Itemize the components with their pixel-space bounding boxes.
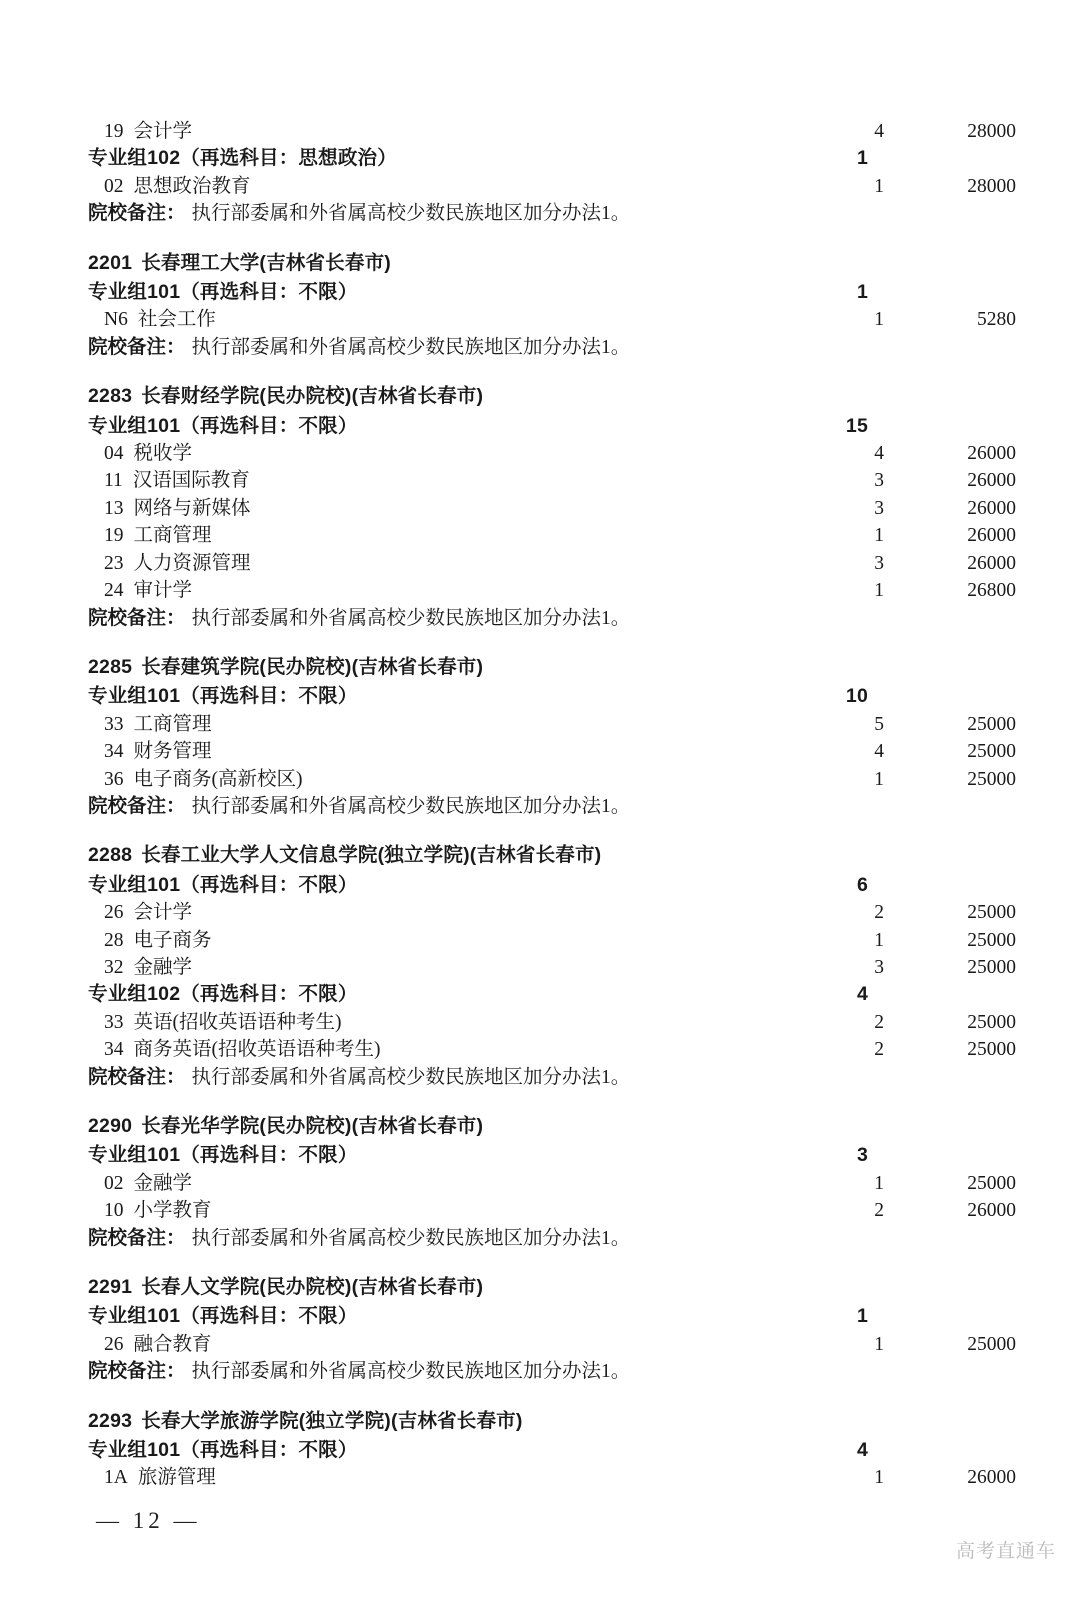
plan-count: 4 [856,983,868,1006]
major-label [104,927,816,954]
major-row [88,306,1016,333]
major-code: 28 [104,929,124,951]
major-name: 英语(招收英语语种考生) [133,1011,342,1033]
major-label [104,467,816,494]
major-row [88,1009,1016,1036]
tuition-fee: 26000 [967,1200,1016,1222]
major-label [104,899,816,926]
major-group-row [88,1142,1000,1169]
major-label [104,577,816,604]
major-name: 小学教育 [133,1200,212,1222]
tuition-fee: 25000 [967,768,1016,790]
remark-key: 院校备注： [88,794,186,817]
major-row [88,927,1016,954]
plan-count: 3 [874,497,884,519]
major-code: 33 [104,713,124,735]
plan-count: 2 [874,1011,884,1033]
major-group-label: 专业组101（再选科目：不限） [88,281,358,304]
major-code: 13 [104,497,124,519]
school-code: 2288 [88,844,133,867]
plan-count: 1 [874,768,884,790]
school-remark-row [88,793,1000,820]
major-group-label: 专业组101（再选科目：不限） [88,1305,358,1328]
major-name: 商务英语(招收英语语种考生) [133,1039,381,1061]
major-group-row [88,279,1000,306]
school-name: 长春财经学院(民办院校)(吉林省长春市) [141,385,484,408]
tuition-fee: 25000 [967,1039,1016,1061]
major-label [104,306,816,333]
major-code: 04 [104,443,124,465]
school-name: 长春工业大学人文信息学院(独立学院)(吉林省长春市) [141,844,602,867]
major-row [88,711,1016,738]
major-label [104,1464,816,1491]
major-name: 电子商务 [133,929,212,951]
major-label [104,1170,816,1197]
tuition-fee: 25000 [967,1172,1016,1194]
major-group-label: 专业组101（再选科目：不限） [88,685,358,708]
remark-key: 院校备注： [88,1360,186,1383]
school-remark-row [88,605,1000,632]
school-header [88,1274,1000,1301]
plan-count: 4 [874,443,884,465]
plan-count: 4 [874,741,884,763]
school-header [88,842,1000,869]
major-row [88,173,1016,200]
plan-count: 1 [856,147,868,170]
school-block [88,1274,1016,1386]
plan-count: 15 [845,414,868,437]
major-row [88,1197,1016,1224]
enrollment-plan-list [88,118,1016,1492]
school-header [88,250,1000,277]
school-block [88,842,1016,1091]
major-row [88,1036,1016,1063]
tuition-fee: 26000 [967,1467,1016,1489]
plan-count: 1 [874,929,884,951]
school-block [88,654,1016,820]
remark-value: 执行部委属和外省属高校少数民族地区加分办法1。 [191,1227,631,1249]
school-code: 2293 [88,1409,133,1432]
tuition-fee: 25000 [967,929,1016,951]
remark-key: 院校备注： [88,335,186,358]
major-name: 会计学 [133,121,193,142]
plan-count: 5 [874,713,884,735]
tuition-fee: 26000 [967,552,1016,574]
school-name: 长春人文学院(民办院校)(吉林省长春市) [141,1276,484,1299]
major-group-label: 专业组101（再选科目：不限） [88,1144,358,1167]
school-code: 2283 [88,385,133,408]
tuition-fee: 26000 [967,497,1016,519]
tuition-fee: 26000 [967,525,1016,547]
tuition-fee: 25000 [967,1333,1016,1355]
page-number: — 12 — [96,1508,201,1533]
major-group-label: 专业组102（再选科目：不限） [88,983,358,1006]
major-code: 10 [104,1200,124,1222]
school-remark-row [88,1225,1000,1252]
plan-count: 1 [874,1467,884,1489]
plan-count: 4 [874,121,884,142]
major-row [88,550,1016,577]
plan-count: 1 [874,309,884,331]
tuition-fee: 26000 [967,443,1016,465]
school-name: 长春建筑学院(民办院校)(吉林省长春市) [141,655,484,678]
remark-key: 院校备注： [88,606,186,629]
tuition-fee: 5280 [977,309,1016,331]
major-code: 36 [104,768,124,790]
school-code: 2285 [88,655,133,678]
remark-value: 执行部委属和外省属高校少数民族地区加分办法1。 [191,203,631,225]
school-header [88,1408,1000,1435]
plan-count: 2 [874,902,884,924]
major-name: 工商管理 [133,713,212,735]
school-code: 2201 [88,251,133,274]
plan-count: 1 [874,1333,884,1355]
plan-count: 3 [874,552,884,574]
major-row [88,738,1016,765]
major-label [104,738,816,765]
major-label [104,440,816,467]
major-label [104,1197,816,1224]
major-code: 02 [104,175,124,197]
major-label [104,1331,816,1358]
major-code: 34 [104,1039,124,1061]
school-header [88,383,1000,410]
remark-value: 执行部委属和外省属高校少数民族地区加分办法1。 [191,795,631,817]
plan-count: 1 [856,1305,868,1328]
major-group-row [88,1303,1000,1330]
plan-count: 2 [874,1039,884,1061]
major-row [88,899,1016,926]
plan-count: 6 [856,873,868,896]
major-label [104,766,816,793]
school-code: 2291 [88,1276,133,1299]
tuition-fee: 26000 [967,470,1016,492]
major-code: 19 [104,525,124,547]
major-name: 融合教育 [133,1333,212,1355]
major-group-label: 专业组101（再选科目：不限） [88,873,358,896]
remark-value: 执行部委属和外省属高校少数民族地区加分办法1。 [191,336,631,358]
major-group-label: 专业组101（再选科目：不限） [88,414,358,437]
plan-count: 3 [874,470,884,492]
major-name: 金融学 [133,956,193,978]
major-row [88,954,1016,981]
plan-count: 1 [874,175,884,197]
major-label [104,954,816,981]
major-name: 审计学 [133,580,193,602]
major-row [88,440,1016,467]
remark-key: 院校备注： [88,202,186,225]
school-name: 长春大学旅游学院(独立学院)(吉林省长春市) [141,1409,523,1432]
major-group-row [88,872,1000,899]
remark-value: 执行部委属和外省属高校少数民族地区加分办法1。 [191,607,631,629]
tuition-fee: 28000 [967,175,1016,197]
major-group-row [88,981,1000,1008]
remark-key: 院校备注： [88,1065,186,1088]
major-row [88,577,1016,604]
major-code: 11 [104,470,123,492]
major-label [104,711,816,738]
major-name: 社会工作 [137,309,216,331]
major-code: 1A [104,1467,128,1489]
tuition-fee: 26800 [967,580,1016,602]
major-name: 税收学 [133,443,193,465]
major-code: 02 [104,1172,124,1194]
plan-count: 10 [845,685,868,708]
plan-count: 3 [874,956,884,978]
major-name: 网络与新媒体 [133,497,251,519]
school-block [88,1408,1016,1492]
major-code: 33 [104,1011,124,1033]
major-label [104,522,816,549]
major-row [88,1170,1016,1197]
tuition-fee: 25000 [967,902,1016,924]
major-code: 24 [104,580,124,602]
plan-count: 4 [856,1439,868,1462]
remark-value: 执行部委属和外省属高校少数民族地区加分办法1。 [191,1066,631,1088]
major-group-row [88,1437,1000,1464]
major-group-row [88,413,1000,440]
major-code: N6 [104,309,128,331]
major-name: 财务管理 [133,741,212,763]
major-name: 人力资源管理 [133,552,251,574]
major-code: 34 [104,741,124,763]
plan-count: 3 [856,1144,868,1167]
major-label [104,118,816,145]
school-remark-row [88,334,1000,361]
major-name: 会计学 [133,902,193,924]
major-name: 工商管理 [133,525,212,547]
major-label [104,173,816,200]
school-remark-row [88,200,1000,227]
tuition-fee: 28000 [967,121,1016,142]
major-row [88,1464,1016,1491]
major-code: 23 [104,552,124,574]
major-row [88,118,1016,145]
major-row [88,522,1016,549]
major-group-row [88,145,1000,172]
major-name: 旅游管理 [137,1467,216,1489]
major-name: 电子商务(高新校区) [133,768,303,790]
tuition-fee: 25000 [967,713,1016,735]
tuition-fee: 25000 [967,741,1016,763]
plan-count: 1 [874,580,884,602]
major-code: 26 [104,902,124,924]
tuition-fee: 25000 [967,956,1016,978]
school-name: 长春理工大学(吉林省长春市) [141,251,391,274]
major-group-label: 专业组101（再选科目：不限） [88,1439,358,1462]
major-label [104,550,816,577]
watermark: 高考直通车 [955,1541,1056,1562]
major-label [104,495,816,522]
plan-count: 1 [856,281,868,304]
plan-count: 2 [874,1200,884,1222]
major-row [88,495,1016,522]
major-label [104,1009,816,1036]
major-name: 金融学 [133,1172,193,1194]
school-remark-row [88,1358,1000,1385]
major-row [88,467,1016,494]
school-name: 长春光华学院(民办院校)(吉林省长春市) [141,1115,484,1137]
remark-value: 执行部委属和外省属高校少数民族地区加分办法1。 [191,1361,631,1383]
major-code: 32 [104,956,124,978]
plan-count: 1 [874,525,884,547]
major-row [88,1331,1016,1358]
major-code: 19 [104,121,124,142]
major-code: 26 [104,1333,124,1355]
school-code: 2290 [88,1115,133,1137]
school-header [88,654,1000,681]
tuition-fee: 25000 [967,1011,1016,1033]
major-group-label: 专业组102（再选科目：思想政治） [88,147,397,170]
major-group-row [88,683,1000,710]
school-block [88,250,1016,362]
major-label [104,1036,816,1063]
major-name: 汉语国际教育 [132,470,250,492]
school-blocks [88,118,1016,1492]
continued-school-block [88,118,1016,228]
school-header [88,1113,1000,1140]
plan-count: 1 [874,1172,884,1194]
school-block [88,383,1016,632]
school-block [88,1113,1016,1252]
major-row [88,766,1016,793]
school-remark-row [88,1064,1000,1091]
major-name: 思想政治教育 [133,175,251,197]
remark-key: 院校备注： [88,1226,186,1249]
